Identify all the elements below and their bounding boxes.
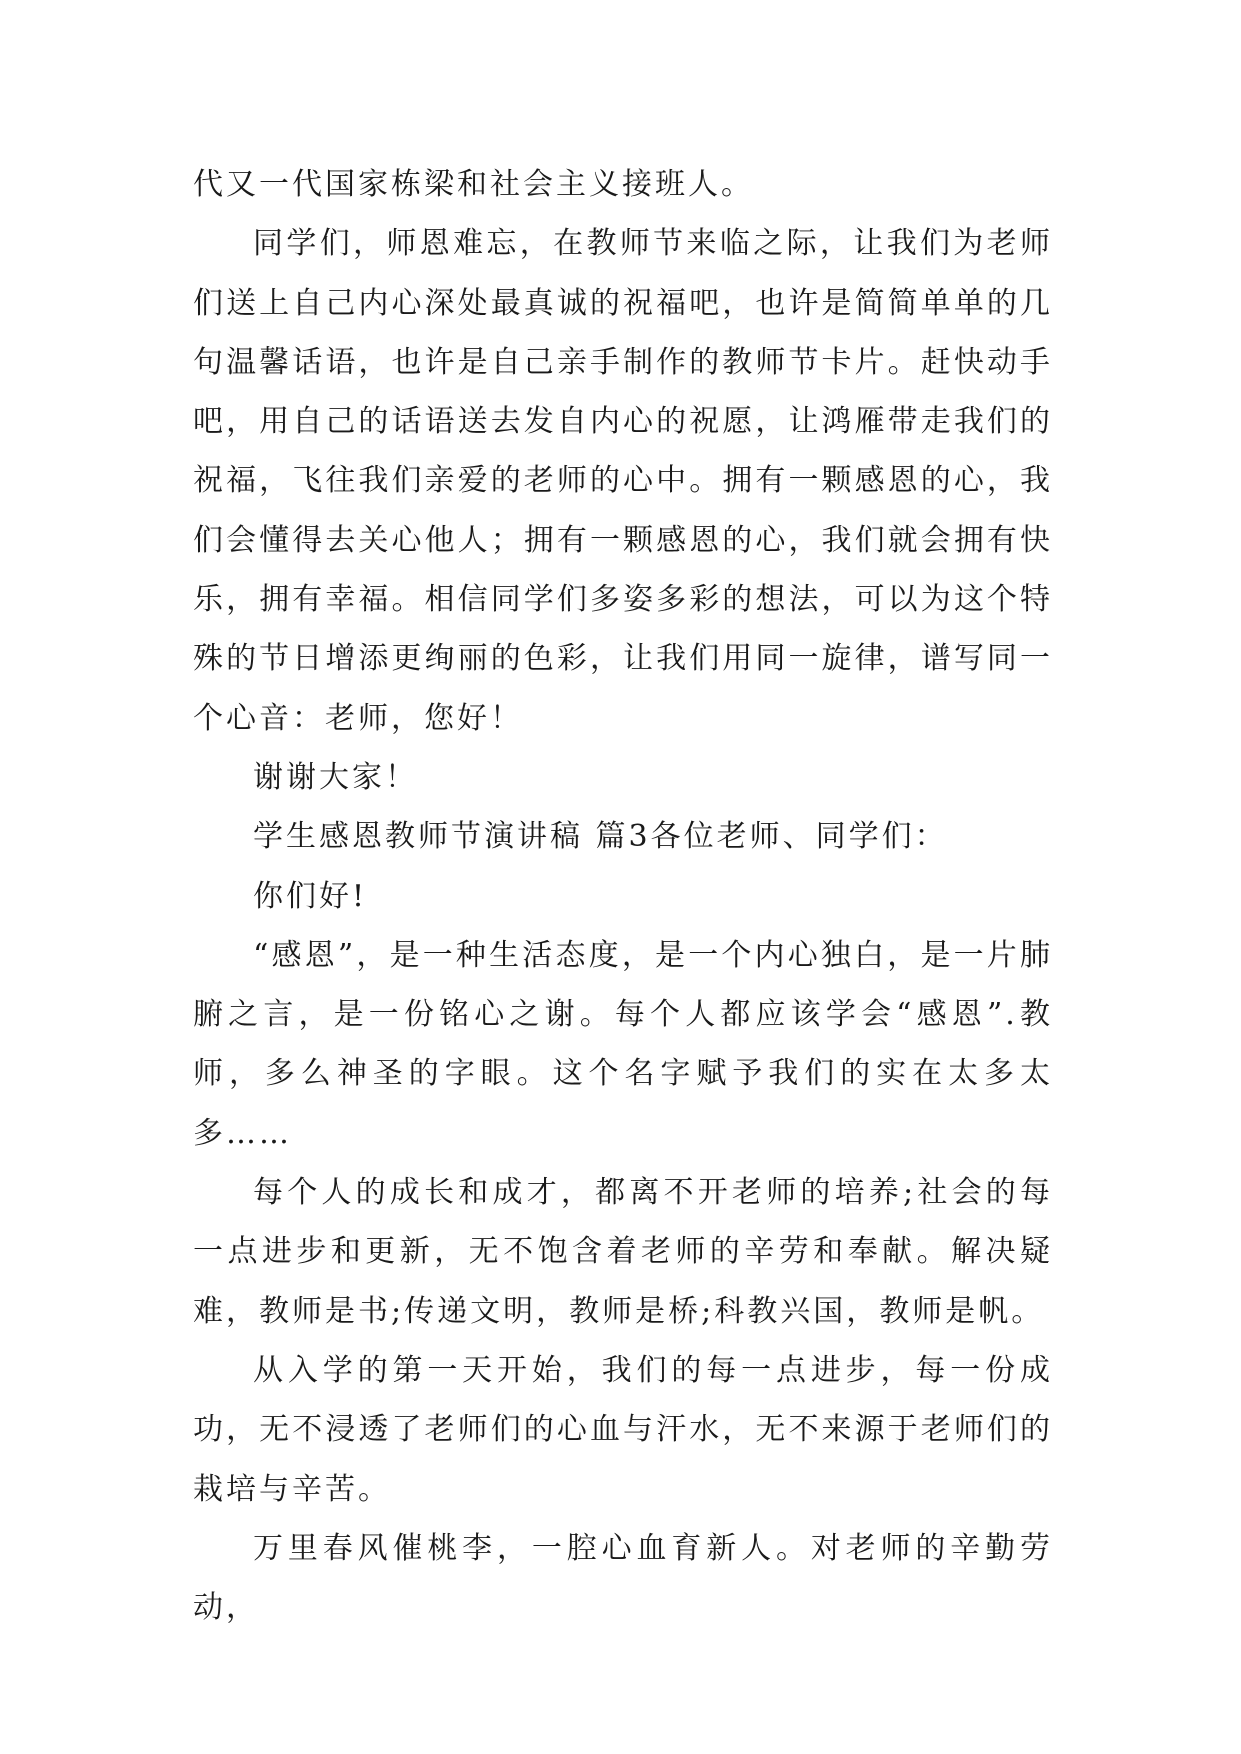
paragraph-continued: 代又一代国家栋梁和社会主义接班人。 bbox=[193, 167, 754, 202]
paragraph-greeting: 你们好! bbox=[253, 878, 368, 914]
document-body bbox=[193, 155, 1053, 1637]
paragraph-blessing: 同学们，师恩难忘，在教师节来临之际，让我们为老师们送上自己内心深处最真诚的祝福吧，也许是简简单单的几句温馨话语，也许是自己亲手制作的教师节卡片。赶快动手吧，用自己的话语送去发自内心的祝愿，让鸿雁带走我们的祝福，飞往我们亲爱的老师的心中。拥有一颗感恩的心，我们会懂得去关心他人；拥有一颗感恩的心，我们就会拥有快乐，拥有幸福。相信同学们多姿多彩的想法，可以为这个特殊的节日增添更绚丽的色彩，让我们用同一旋律，谱写同一个心音：老师，您好！ bbox=[193, 226, 1053, 736]
paragraph-thanks: 谢谢大家！ bbox=[253, 759, 418, 795]
section-heading: 学生感恩教师节演讲稿 篇3各位老师、同学们： bbox=[253, 819, 948, 855]
paragraph-gratitude: “感恩”，是一种生活态度，是一个内心独白，是一片肺腑之言，是一份铭心之谢。每个人都应该学会“感恩”.教师，多么神圣的字眼。这个名字赋予我们的实在太多太多…… bbox=[193, 937, 1053, 1151]
paragraph-growth: 每个人的成长和成才，都离不开老师的培养;社会的每一点进步和更新，无不饱含着老师的辛劳和奉献。解决疑难，教师是书;传递文明，教师是桥;科教兴国，教师是帆。 bbox=[193, 1175, 1053, 1329]
paragraph-spring: 万里春风催桃李，一腔心血育新人。对老师的辛勤劳动， bbox=[193, 1530, 1053, 1626]
paragraph-progress: 从入学的第一天开始，我们的每一点进步，每一份成功，无不浸透了老师们的心血与汗水，无不来源于老师们的栽培与辛苦。 bbox=[193, 1352, 1053, 1507]
